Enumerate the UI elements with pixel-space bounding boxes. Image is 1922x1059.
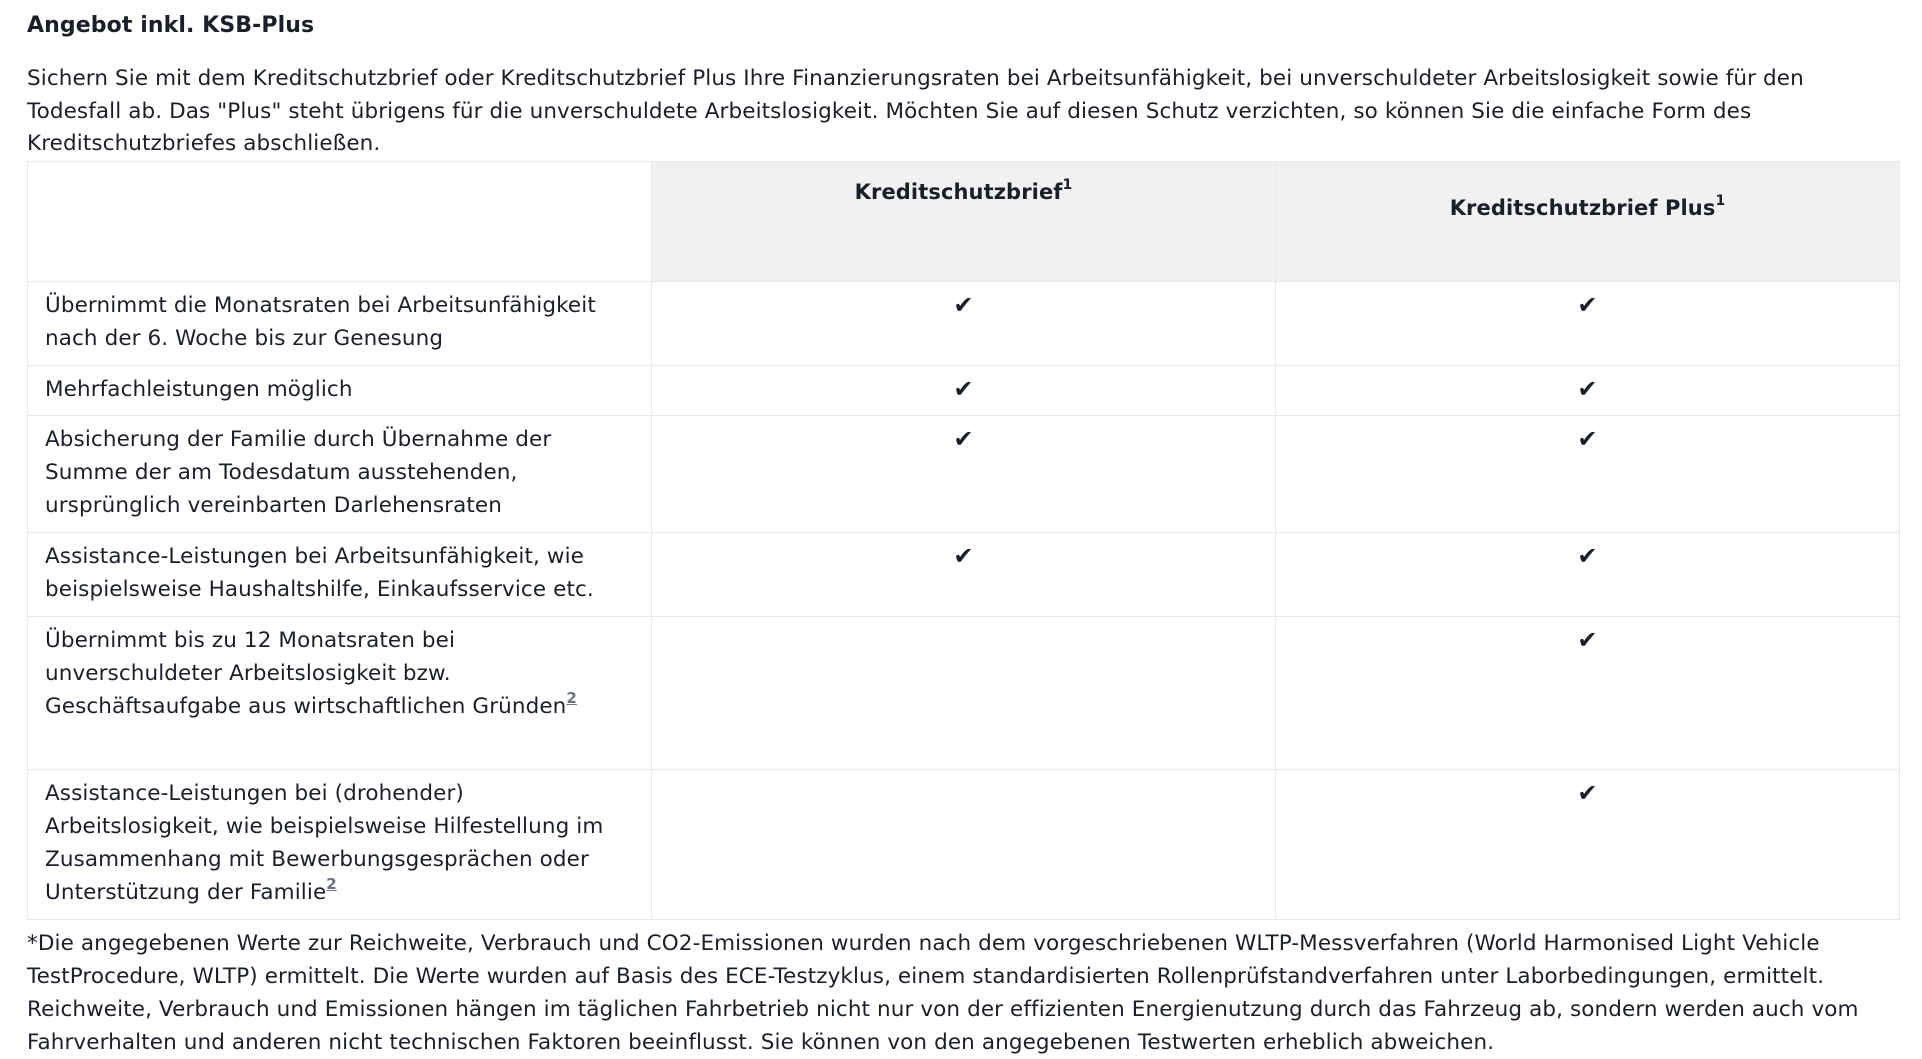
header-empty-cell xyxy=(28,161,652,281)
row-label-text: Absicherung der Familie durch Übernahme der Summe der am Todesdatum ausstehenden, ursprünglich vereinbarten Darlehensraten xyxy=(45,426,552,518)
footnote-link[interactable]: 2 xyxy=(326,874,337,893)
header-label: Kreditschutzbrief Plus xyxy=(1449,195,1716,220)
header-kreditschutzbrief xyxy=(652,161,1276,281)
table-header-row xyxy=(28,161,1900,281)
empty-cell xyxy=(652,769,1276,919)
check-icon: ✔ xyxy=(1276,365,1900,415)
empty-cell xyxy=(652,616,1276,769)
check-icon: ✔ xyxy=(652,281,1276,365)
table-row xyxy=(28,532,1900,616)
row-label xyxy=(28,415,652,532)
table-row xyxy=(28,281,1900,365)
row-label-text: Übernimmt die Monatsraten bei Arbeitsunfähigkeit nach der 6. Woche bis zur Genesung xyxy=(45,292,596,351)
header-footnote-ref: 1 xyxy=(1062,176,1073,193)
disclaimer-text: *Die angegebenen Werte zur Reichweite, Verbrauch und CO2-Emissionen wurden nach dem vorgeschriebenen WLTP-Messverfahren (World Harmonised Light Vehicle TestProcedure, WLTP) ermittelt. Die Werte wurden auf Basis des ECE-Testzyklus, einem standardisierten Rollenprüfstandverfahren unter Laborbedingungen, ermittelt. Reichweite, Verbrauch und Emissionen hängen im täglichen Fahrbetrieb nicht nur von der effizienten Energienutzung durch das Fahrzeug ab, sondern werden auch vom Fahrverhalten und anderen nicht technischen Faktoren beeinflusst. Sie können von den angegebenen Testwerten erheblich abweichen. xyxy=(27,930,1859,1055)
header-label: Kreditschutzbrief xyxy=(854,179,1063,204)
row-label-text: Mehrfachleistungen möglich xyxy=(45,376,353,402)
check-icon: ✔ xyxy=(1276,616,1900,769)
table-row xyxy=(28,769,1900,919)
row-label xyxy=(28,365,652,415)
comparison-table xyxy=(27,161,1900,920)
table-row xyxy=(28,415,1900,532)
check-icon: ✔ xyxy=(652,365,1276,415)
page-title: Angebot inkl. KSB-Plus xyxy=(27,13,315,38)
intro-paragraph: Sichern Sie mit dem Kreditschutzbrief oder Kreditschutzbrief Plus Ihre Finanzierungsraten bei Arbeitsunfähigkeit, bei unverschuldeter Arbeitslosigkeit sowie für den Todesfall ab. Das "Plus" steht übrigens für die unverschuldete Arbeitslosigkeit. Möchten Sie auf diesen Schutz verzichten, so können Sie die einfache Form des Kreditschutzbriefes abschließen. xyxy=(27,66,1804,156)
row-label-text: Assistance-Leistungen bei Arbeitsunfähigkeit, wie beispielsweise Haushaltshilfe, Einkaufsservice etc. xyxy=(45,543,594,602)
footnote-link[interactable]: 2 xyxy=(566,688,577,707)
row-label xyxy=(28,616,652,769)
table-row xyxy=(28,616,1900,769)
row-label xyxy=(28,532,652,616)
header-footnote-ref: 1 xyxy=(1715,192,1726,209)
check-icon: ✔ xyxy=(652,415,1276,532)
row-label-text: Übernimmt bis zu 12 Monatsraten bei unverschuldeter Arbeitslosigkeit bzw. Geschäftsaufgabe aus wirtschaftlichen Gründen xyxy=(45,627,567,719)
check-icon: ✔ xyxy=(652,532,1276,616)
check-icon: ✔ xyxy=(1276,532,1900,616)
row-label-text: Assistance-Leistungen bei (drohender) Arbeitslosigkeit, wie beispielsweise Hilfestellung im Zusammenhang mit Bewerbungsgesprächen oder Unterstützung der Familie xyxy=(45,780,604,905)
check-icon: ✔ xyxy=(1276,281,1900,365)
row-label xyxy=(28,281,652,365)
check-icon: ✔ xyxy=(1276,415,1900,532)
header-kreditschutzbrief-plus xyxy=(1276,161,1900,281)
check-icon: ✔ xyxy=(1276,769,1900,919)
table-row xyxy=(28,365,1900,415)
row-label xyxy=(28,769,652,919)
